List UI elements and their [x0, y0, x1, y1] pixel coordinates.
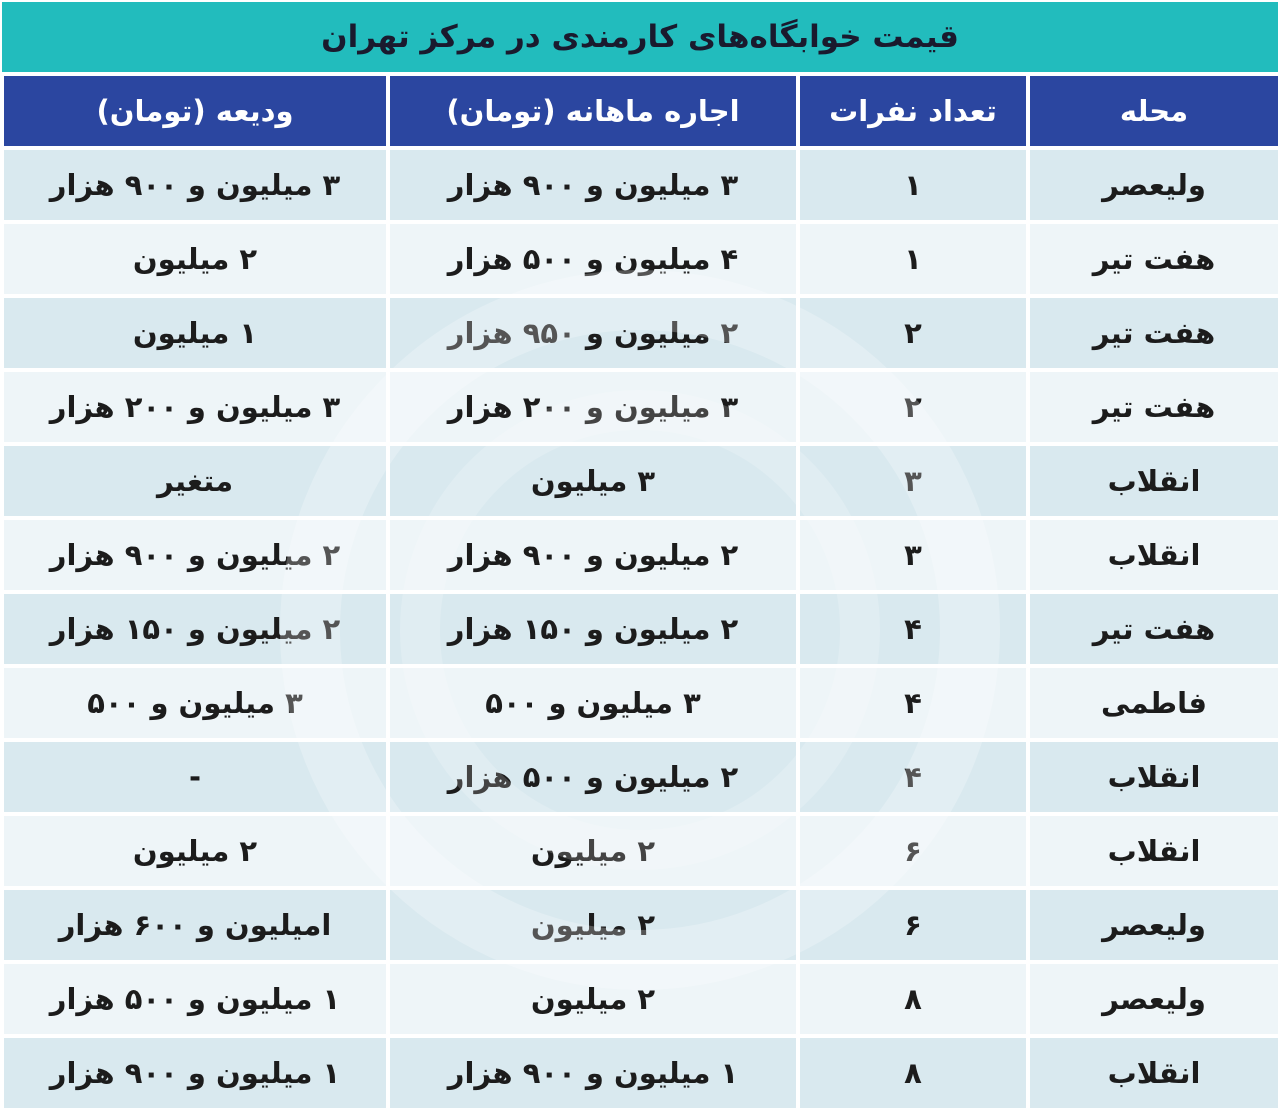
cell-rent: ۲ میلیون [390, 816, 796, 886]
cell-rent: ۳ میلیون و ۲۰۰ هزار [390, 372, 796, 442]
cell-neighborhood: هفت تیر [1030, 594, 1278, 664]
table-row [4, 520, 1278, 590]
cell-rent: ۲ میلیون [390, 890, 796, 960]
table-row [4, 298, 1278, 368]
cell-count: ۱ [800, 150, 1026, 220]
cell-deposit: ۲ میلیون [4, 224, 386, 294]
cell-deposit: متغیر [4, 446, 386, 516]
cell-rent: ۲ میلیون و ۹۰۰ هزار [390, 520, 796, 590]
cell-neighborhood: انقلاب [1030, 742, 1278, 812]
cell-rent: ۱ میلیون و ۹۰۰ هزار [390, 1038, 796, 1108]
cell-neighborhood: هفت تیر [1030, 372, 1278, 442]
cell-deposit: ۱ میلیون [4, 298, 386, 368]
cell-neighborhood: ولیعصر [1030, 150, 1278, 220]
cell-count: ۸ [800, 1038, 1026, 1108]
cell-deposit: ۳ میلیون و ۲۰۰ هزار [4, 372, 386, 442]
table-row [4, 446, 1278, 516]
cell-count: ۴ [800, 742, 1026, 812]
cell-neighborhood: هفت تیر [1030, 224, 1278, 294]
table-row [4, 1038, 1278, 1108]
page-title: قیمت خوابگاه‌های کارمندی در مرکز تهران [321, 19, 959, 55]
cell-deposit: ۳ میلیون و ۵۰۰ [4, 668, 386, 738]
cell-rent: ۲ میلیون و ۱۵۰ هزار [390, 594, 796, 664]
table-row [4, 742, 1278, 812]
cell-rent: ۲ میلیون و ۵۰۰ هزار [390, 742, 796, 812]
table-row [4, 964, 1278, 1034]
cell-deposit: ۲ میلیون [4, 816, 386, 886]
header-neighborhood: محله [1030, 76, 1278, 146]
cell-neighborhood: ولیعصر [1030, 964, 1278, 1034]
cell-neighborhood: انقلاب [1030, 816, 1278, 886]
cell-deposit: ۲ میلیون و ۹۰۰ هزار [4, 520, 386, 590]
table-row [4, 816, 1278, 886]
cell-deposit: ۱ میلیون و ۹۰۰ هزار [4, 1038, 386, 1108]
cell-count: ۱ [800, 224, 1026, 294]
cell-neighborhood: فاطمی [1030, 668, 1278, 738]
cell-rent: ۴ میلیون و ۵۰۰ هزار [390, 224, 796, 294]
header-deposit: ودیعه (تومان) [4, 76, 386, 146]
cell-deposit: - [4, 742, 386, 812]
table-row [4, 150, 1278, 220]
cell-count: ۲ [800, 298, 1026, 368]
cell-neighborhood: ولیعصر [1030, 890, 1278, 960]
cell-rent: ۳ میلیون و ۵۰۰ [390, 668, 796, 738]
cell-count: ۶ [800, 816, 1026, 886]
cell-deposit: ۳ میلیون و ۹۰۰ هزار [4, 150, 386, 220]
table-row [4, 594, 1278, 664]
cell-count: ۸ [800, 964, 1026, 1034]
table-row [4, 224, 1278, 294]
table-row [4, 668, 1278, 738]
table-header-row [4, 76, 1278, 146]
cell-deposit: ۱ میلیون و ۵۰۰ هزار [4, 964, 386, 1034]
cell-neighborhood: انقلاب [1030, 446, 1278, 516]
cell-rent: ۳ میلیون [390, 446, 796, 516]
cell-count: ۶ [800, 890, 1026, 960]
cell-count: ۲ [800, 372, 1026, 442]
table-row [4, 372, 1278, 442]
cell-count: ۴ [800, 594, 1026, 664]
header-count: تعداد نفرات [800, 76, 1026, 146]
cell-count: ۳ [800, 520, 1026, 590]
cell-neighborhood: انقلاب [1030, 520, 1278, 590]
cell-rent: ۲ میلیون [390, 964, 796, 1034]
cell-neighborhood: انقلاب [1030, 1038, 1278, 1108]
cell-neighborhood: هفت تیر [1030, 298, 1278, 368]
header-rent: اجاره ماهانه (تومان) [390, 76, 796, 146]
cell-rent: ۳ میلیون و ۹۰۰ هزار [390, 150, 796, 220]
cell-count: ۴ [800, 668, 1026, 738]
cell-deposit: امیلیون و ۶۰۰ هزار [4, 890, 386, 960]
cell-rent: ۲ میلیون و ۹۵۰ هزار [390, 298, 796, 368]
title-bar [2, 2, 1278, 72]
cell-deposit: ۲ میلیون و ۱۵۰ هزار [4, 594, 386, 664]
cell-count: ۳ [800, 446, 1026, 516]
price-table [4, 76, 1278, 1112]
table-row [4, 890, 1278, 960]
